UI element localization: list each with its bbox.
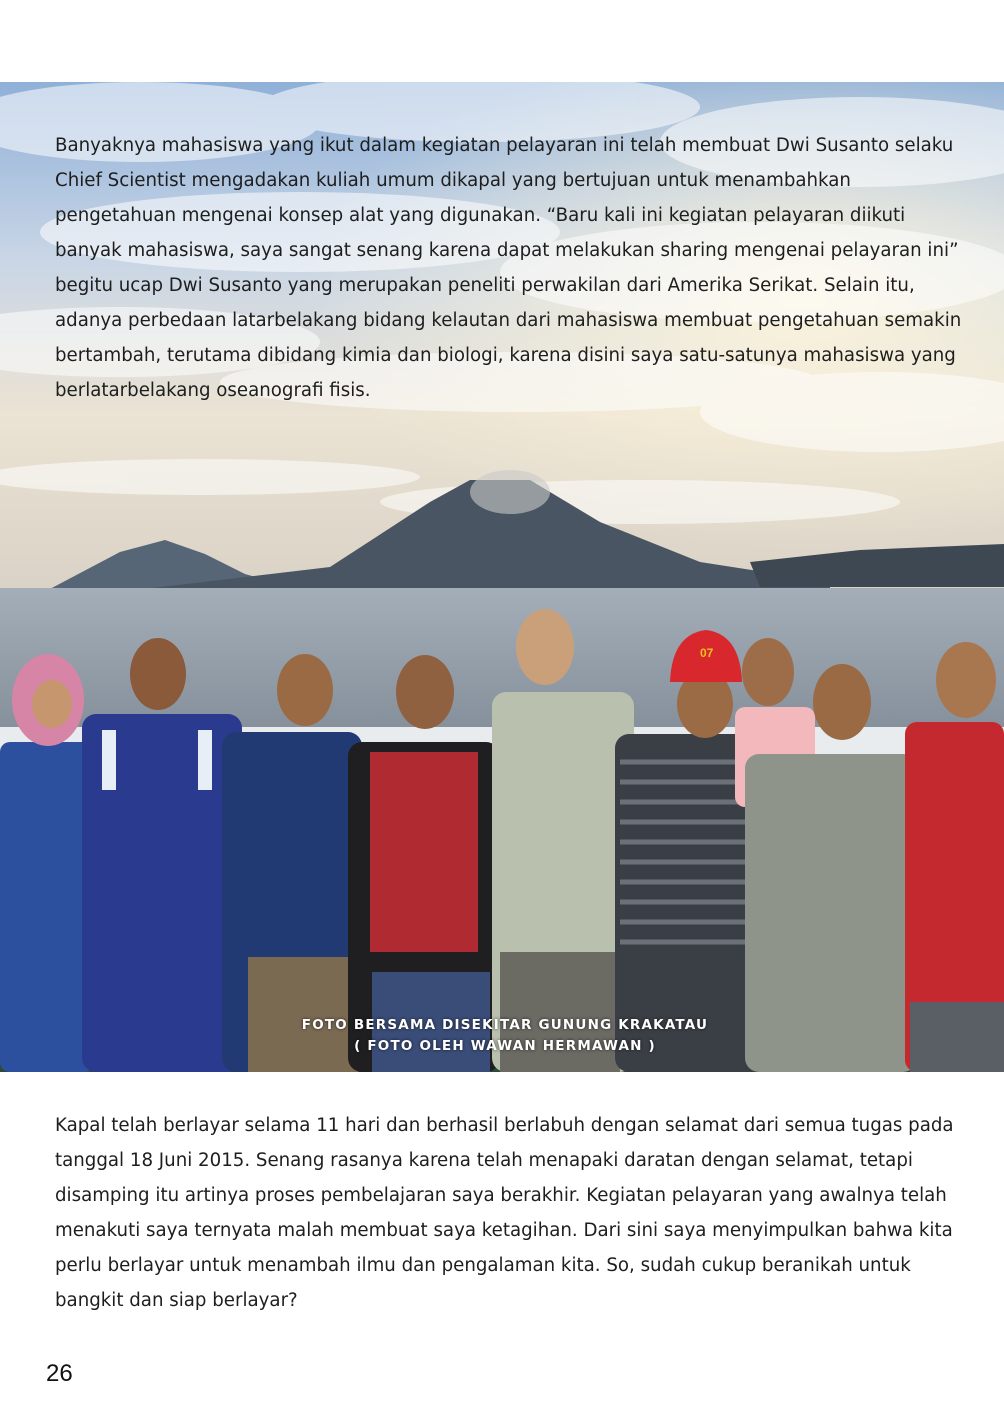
paragraph-bottom: Kapal telah berlayar selama 11 hari dan berhasil berlabuh dengan selamat dari semua tugas pada tanggal 18 Juni 2015. Senang rasanya karena telah menapaki daratan dengan selamat, tetapi disamping itu artinya proses pembelajaran saya berakhir. Kegiatan pelayaran yang awalnya telah menakuti saya ternyata malah membuat saya ketagihan. Dari sini saya menyimpulkan bahwa kita perlu berlayar untuk menambah ilmu dan pengalaman kita. So, sudah cukup beranikah untuk bangkit dan siap berlayar? xyxy=(55,1115,954,1311)
caption-credit: ( FOTO OLEH WAWAN HERMAWAN ) xyxy=(354,1038,656,1054)
paragraph-top: Banyaknya mahasiswa yang ikut dalam kegiatan pelayaran ini telah membuat Dwi Susanto selaku Chief Scientist mengadakan kuliah umum dikapal yang bertujuan untuk menambahkan pengetahuan mengenai konsep alat yang digunakan. “Baru kali ini kegiatan pelayaran diikuti banyak mahasiswa, saya sangat senang karena dapat melakukan sharing mengenai pelayaran ini” begitu ucap Dwi Susanto yang merupakan peneliti perwakilan dari Amerika Serikat. Selain itu, adanya perbedaan latarbelakang bidang kelautan dari mahasiswa membuat pengetahuan semakin bertambah, terutama dibidang kimia dan biologi, karena disini saya satu-satunya mahasiswa yang berlatarbelakang oseanografi fisis. xyxy=(55,135,962,401)
page-number: 26 xyxy=(46,1360,73,1387)
photo-caption xyxy=(250,1015,760,1057)
caption-title: FOTO BERSAMA DISEKITAR GUNUNG KRAKATAU xyxy=(301,1017,709,1033)
svg-text:07: 07 xyxy=(700,646,714,660)
